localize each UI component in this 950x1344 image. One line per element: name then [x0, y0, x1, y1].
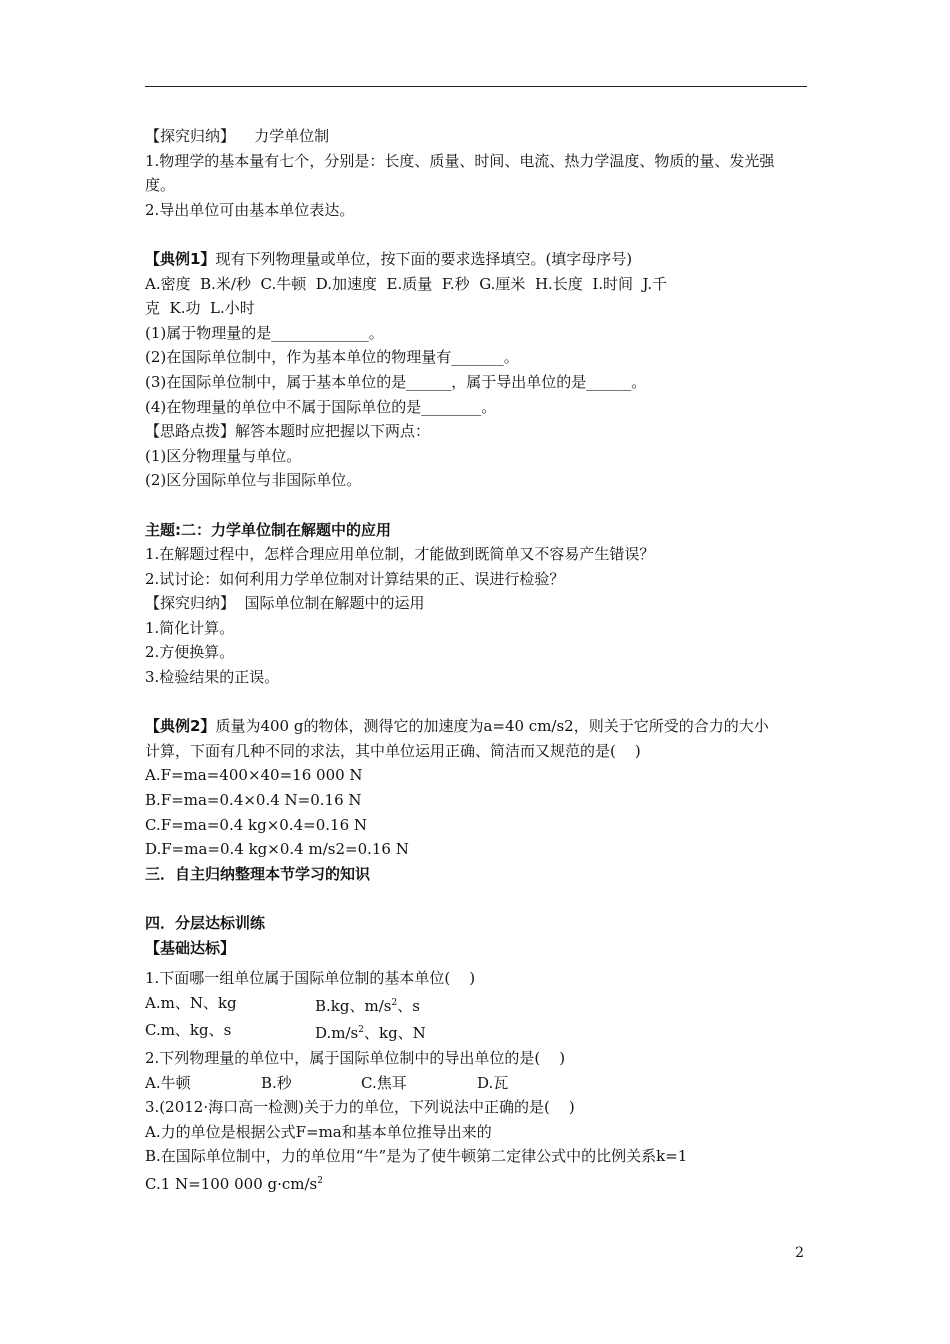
paragraph: 1.物理学的基本量有七个，分别是：长度、质量、时间、电流、热力学温度、物质的量、发光强 [145, 151, 775, 170]
example-label: 【典例1】 [145, 249, 216, 268]
list-item: 3.检验结果的正误。 [145, 668, 280, 687]
paragraph: 计算，下面有几种不同的求法，其中单位运用正确、简洁而又规范的是( ) [145, 741, 641, 760]
choice: A.力的单位是根据公式F=ma和基本单位推导出来的 [145, 1122, 492, 1141]
options-line: A.密度 B.米/秒 C.牛顿 D.加速度 E.质量 F.秒 G.厘米 H.长度 I.时间 J.千 [145, 274, 668, 293]
question: (1)属于物理量的是_____________。 [145, 323, 384, 342]
example-label: 【典例2】 [145, 717, 216, 736]
choice: A.m、N、kg [145, 993, 237, 1012]
section-title: 三．自主归纳整理本节学习的知识 [145, 864, 371, 883]
options-row [145, 1071, 810, 1096]
list-item: 1.简化计算。 [145, 618, 235, 637]
section-heading: 【探究归纳】 力学单位制 [145, 127, 330, 145]
options-row [145, 991, 810, 1019]
choice: C.F=ma=0.4 kg×0.4=0.16 N [145, 815, 368, 834]
question: (2)在国际单位制中，作为基本单位的物理量有_______。 [145, 348, 519, 367]
choice: C.1 N=100 000 $g\cdot cm/s^2$ [145, 1174, 323, 1193]
question: 1.在解题过程中，怎样合理应用单位制，才能做到既简单又不容易产生错误？ [145, 545, 655, 564]
subsection-title: 【基础达标】 [145, 938, 236, 957]
question: 1.下面哪一组单位属于国际单位制的基本单位( ) [145, 969, 476, 988]
choice: D.瓦 [477, 1073, 509, 1092]
section-heading: 【探究归纳】 国际单位制在解题中的运用 [145, 594, 425, 613]
choice: B.kg、$m/s^2$、s [315, 996, 420, 1015]
choice: B.秒 [261, 1073, 292, 1092]
document-body [145, 124, 810, 1197]
section-title: 四．分层达标训练 [145, 914, 266, 932]
hint-item: (2)区分国际单位与非国际单位。 [145, 471, 362, 490]
paragraph: 2.导出单位可由基本单位表达。 [145, 200, 355, 219]
choice: B.在国际单位制中，力的单位用“牛”是为了使牛顿第二定律公式中的比例关系k=1 [145, 1147, 688, 1166]
example-2-intro: 【典例2】质量为400 g的物体，测得它的加速度为a=40 cm/s2，则关于它所受的合力的大小 [145, 717, 769, 736]
question: 3.(2012·海口高一检测)关于力的单位，下列说法中正确的是( ) [145, 1098, 575, 1117]
choice: C.焦耳 [361, 1073, 407, 1092]
options-row [145, 1018, 810, 1046]
choice: A.F=ma=400×40=16 000 N [145, 766, 363, 785]
topic-title: 主题:二：力学单位制在解题中的应用 [145, 520, 392, 539]
question: 2.试讨论：如何利用力学单位制对计算结果的正、误进行检验？ [145, 569, 565, 588]
question: (4)在物理量的单位中不属于国际单位的是________。 [145, 397, 497, 416]
choice: A.牛顿 [145, 1073, 191, 1092]
paragraph: 度。 [145, 176, 176, 195]
choice: D.F=ma=0.4 kg×0.4 m/s2=0.16 N [145, 840, 409, 859]
choice: C.m、kg、s [145, 1021, 232, 1040]
page-number: 2 [795, 1245, 804, 1261]
options-line: 克 K.功 L.小时 [145, 299, 255, 318]
choice: $D.m/s^2$、kg、N [315, 1024, 426, 1043]
question: (3)在国际单位制中，属于基本单位的是______，属于导出单位的是______。 [145, 372, 647, 391]
example-1-intro: 【典例1】现有下列物理量或单位，按下面的要求选择填空。(填字母序号) [145, 249, 633, 268]
hint: 【思路点拨】解答本题时应把握以下两点： [145, 422, 431, 441]
list-item: 2.方便换算。 [145, 643, 235, 662]
hint-item: (1)区分物理量与单位。 [145, 446, 302, 465]
choice: B.F=ma=0.4×0.4 N=0.16 N [145, 791, 362, 810]
question: 2.下列物理量的单位中，属于国际单位制中的导出单位的是( ) [145, 1048, 566, 1067]
header-rule [145, 86, 807, 87]
